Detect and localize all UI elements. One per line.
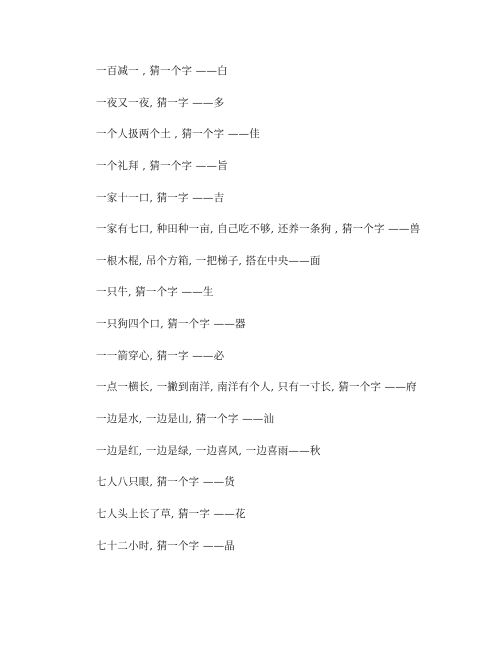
riddle-line: 一百减一 , 猜一个字 ——白 <box>96 65 228 77</box>
riddle-line: 一只牛, 猜一个字 ——生 <box>96 286 214 299</box>
riddle-line: 七人八只眼, 猜一个字 ——货 <box>96 476 236 489</box>
riddle-line: 一夜又一夜, 猜一字 ——多 <box>96 96 225 109</box>
riddle-line: 一个礼拜 , 猜一个字 ——旨 <box>96 159 228 172</box>
riddle-line: 七十二小时, 猜一个字 ——晶 <box>96 539 236 552</box>
riddle-line: 一个人扱两个土 , 猜一个字 ——佳 <box>96 128 260 141</box>
riddle-line: 一点一横长, 一撇到南洋, 南洋有个人, 只有一寸长, 猜一个字 ——府 <box>96 381 417 394</box>
riddle-line: 一家有七口, 种田种一亩, 自己吃不够, 还养一条狗 , 猜一个字 ——兽 <box>96 223 421 236</box>
riddle-line: 一根木棍, 吊个方箱, 一把梯子, 搭在中央——面 <box>96 254 321 267</box>
riddle-line: 一家十一口, 猜一字 ——吉 <box>96 191 225 204</box>
riddle-line: 一边是红, 一边是绿, 一边喜风, 一边喜雨——秋 <box>96 444 321 457</box>
riddle-line: 一边是水, 一边是山, 猜一个字 ——汕 <box>96 413 275 426</box>
riddle-list <box>96 61 420 567</box>
riddle-line: 一只狗四个口, 猜一个字 ——器 <box>96 318 246 331</box>
riddle-line: 一一箭穿心, 猜一字 ——必 <box>96 349 225 362</box>
riddle-line: 七人头上长了草, 猜一字 ——花 <box>96 507 246 520</box>
